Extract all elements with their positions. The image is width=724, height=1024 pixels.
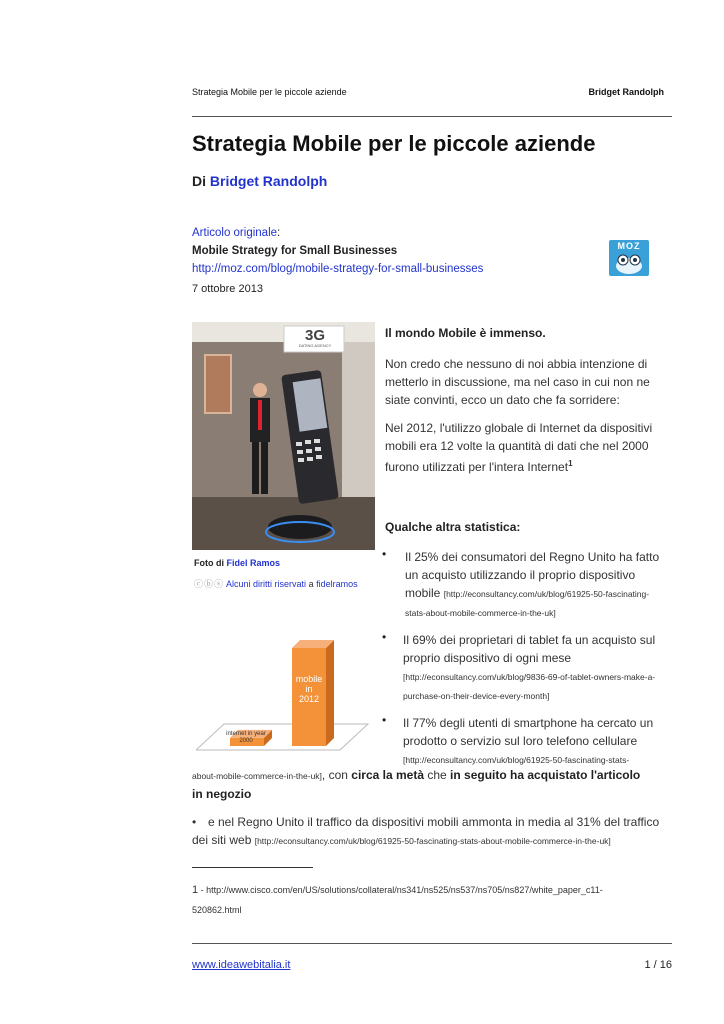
license-user-link[interactable]: fidelramos (316, 579, 358, 589)
chart-floor (196, 724, 368, 750)
section1-para1: Non credo che nessuno di noi abbia intenzione di metterlo in discussione, ma nel caso in cui non ne siate convinti, ecco un dato che fa sorridere: (385, 357, 650, 407)
original-title: Mobile Strategy for Small Businesses (192, 245, 398, 257)
bullet-2-source: [http://econsultancy.com/uk/blog/9836-69-of-tablet-owners-make-a-purchase-on-their-device-every-month] (403, 672, 656, 701)
license-line: ⓒⓑⓢ Alcuni diritti riservati a fidelramos (194, 579, 358, 589)
byline (192, 173, 327, 189)
bullet-3-source-b: about-mobile-commerce-in-the-uk] (192, 771, 322, 781)
bullet-1: Il 25% dei consumatori del Regno Unito ha fatto un acquisto utilizzando il proprio dispositivo mobile [http://econsultancy.com/uk/blog/61925-50-fascinating-stats-about-mobile-commerce-in-the-uk] (405, 550, 660, 618)
bullet-3: Il 77% degli utenti di smartphone ha cercato un prodotto o servizio sul loro telefono cellulare [http://econsultancy.com/uk/blog/61925-50-fascinating-stats- (403, 716, 654, 765)
photo-credit: Foto di Fidel Ramos (194, 558, 281, 568)
original-label-text[interactable]: Articolo originale (192, 227, 278, 239)
photo-illustration (192, 322, 375, 550)
original-label: Articolo originale: (192, 227, 281, 239)
section2-heading: Qualche altra statistica: (385, 520, 521, 534)
bullet-4-source: [http://econsultancy.com/uk/blog/61925-50-fascinating-stats-about-mobile-commerce-in-the-uk] (254, 836, 611, 846)
footer-rule (192, 943, 672, 944)
original-url-link[interactable]: http://moz.com/blog/mobile-strategy-for-small-businesses (192, 263, 484, 275)
booth-photo (192, 322, 375, 550)
author-link[interactable]: Bridget Randolph (209, 173, 328, 189)
moz-logo-text: MOZ (617, 241, 641, 251)
running-header-title: Strategia Mobile per le piccole aziende (192, 87, 347, 97)
banner-logo: 3G (304, 327, 325, 344)
growth-chart (196, 638, 371, 756)
page-title: Strategia Mobile per le piccole aziende (192, 131, 596, 156)
byline-prefix: Di (192, 173, 206, 189)
bullet-3-source-a: [http://econsultancy.com/uk/blog/61925-50-fascinating-stats- (403, 755, 630, 765)
running-header-author: Bridget Randolph (588, 87, 664, 97)
creative-commons-icon: ⓒⓑⓢ (194, 579, 225, 589)
bullet-1-dot: • (382, 547, 387, 561)
footnote-ref[interactable]: 1 (568, 459, 573, 468)
footnote-url[interactable]: - http://www.cisco.com/en/US/solutions/collateral/ns341/ns525/ns537/ns705/ns827/white_paper_c11- (200, 885, 603, 895)
bar-chart (196, 638, 371, 756)
header-rule (192, 116, 672, 117)
small-bar-label: internet in year 2000 (226, 731, 266, 744)
bullet-3-dot: • (382, 713, 387, 727)
footnote: 1 - http://www.cisco.com/en/US/solutions/collateral/ns341/ns525/ns537/ns705/ns827/white_paper_c11- 520862.html (192, 884, 603, 915)
bullet-2-dot: • (382, 630, 387, 644)
big-bar-label: mobile in 2012 (295, 674, 323, 704)
original-date: 7 ottobre 2013 (192, 283, 263, 295)
page-number: 1 / 16 (644, 959, 672, 971)
banner-subtitle: DATING AGENCY (298, 343, 332, 348)
license-link[interactable]: Alcuni diritti riservati (226, 579, 307, 589)
section1-heading: Il mondo Mobile è immenso. (385, 326, 546, 340)
website-link[interactable]: www.ideawebitalia.it (192, 959, 291, 971)
bullet-4: • e nel Regno Unito il traffico da dispositivi mobili ammonta in media al 31% del traffico dei siti web [http://econsultancy.com/uk/blog/61925-50-fascinating-stats-about-mobile-commerce-in-the-uk] (192, 815, 660, 847)
bullet-1-source: [http://econsultancy.com/uk/blog/61925-50-fascinating-stats-about-mobile-commerce-in-the-uk] (405, 589, 650, 618)
photographer-link[interactable]: Fidel Ramos (226, 558, 281, 568)
bullet-3-continued: about-mobile-commerce-in-the-uk], con circa la metà che in seguito ha acquistato l'articolo in negozio (192, 768, 641, 801)
bullet-4-dot: • (192, 815, 197, 829)
moz-logo (609, 240, 649, 276)
bullet-2: Il 69% dei proprietari di tablet fa un acquisto sul proprio dispositivo di ogni mese [http://econsultancy.com/uk/blog/9836-69-of-tablet-owners-make-a-purchase-on-their-device-every-month] (403, 633, 656, 701)
section1-para2: Nel 2012, l'utilizzo globale di Internet da dispositivi mobili era 12 volte la quantità di dati che nel 2000 furono utilizzati per l'intera Internet$^1$ (385, 421, 653, 474)
footnote-rule (192, 867, 313, 868)
